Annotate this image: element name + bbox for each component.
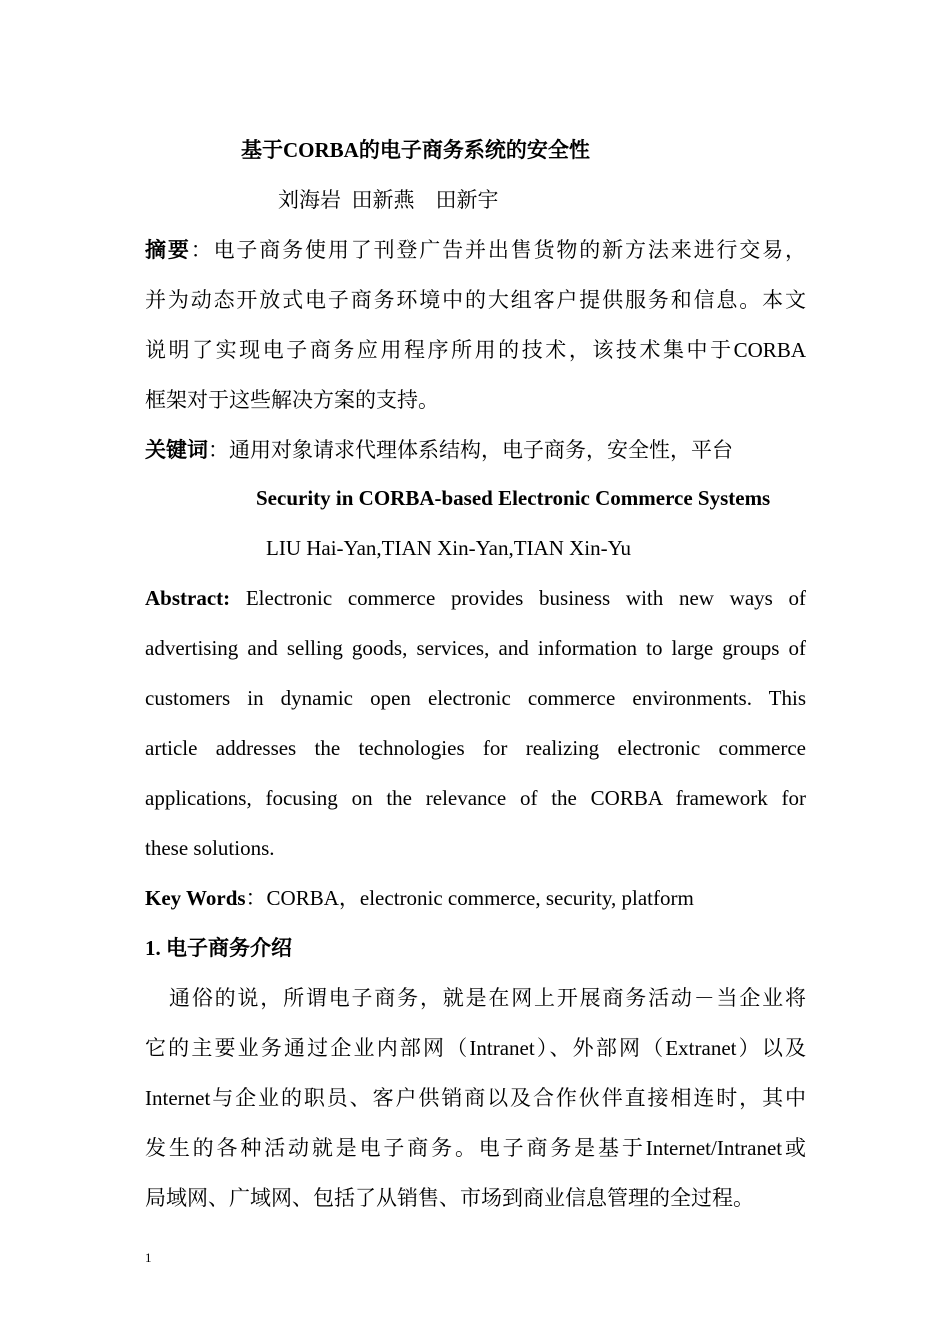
title-cn: 基于CORBA的电子商务系统的安全性: [241, 138, 590, 162]
authors-cn: 刘海岩 田新燕 田新宇: [278, 188, 499, 212]
section-1-line-5: 局域网、广域网、包括了从销售、市场到商业信息管理的全过程。: [145, 1186, 754, 1210]
abstract-cn-line-1: [145, 236, 806, 264]
abstract-cn-colon: ：: [190, 238, 214, 262]
keywords-en-text: CORBA，electronic commerce, security, platform: [266, 886, 694, 910]
abstract-en-line-6: these solutions.: [145, 836, 275, 860]
title-en: Security in CORBA-based Electronic Commerce Systems: [256, 486, 771, 510]
abstract-cn-line-2: 并为动态开放式电子商务环境中的大组客户提供服务和信息。本文: [145, 288, 806, 312]
section-1-line-3: Internet与企业的职员、客户供销商以及合作伙伴直接相连时，其中: [145, 1086, 806, 1110]
abstract-en-label: Abstract:: [145, 586, 231, 610]
keywords-cn-text: 通用对象请求代理体系结构，电子商务，安全性，平台: [229, 438, 733, 462]
section-1-line-1: 通俗的说，所谓电子商务，就是在网上开展商务活动－当企业将: [169, 986, 806, 1010]
section-1-line-4: 发生的各种活动就是电子商务。电子商务是基于Internet/Intranet或: [145, 1136, 806, 1160]
abstract-cn-label: 摘要: [145, 238, 191, 262]
abstract-cn-line-3: 说明了实现电子商务应用程序所用的技术，该技术集中于CORBA: [145, 338, 806, 362]
abstract-cn-text-1: 电子商务使用了刊登广告并出售货物的新方法来进行交易，: [213, 238, 807, 262]
abstract-en-line-1: [145, 584, 806, 612]
keywords-cn-label: 关键词: [145, 438, 208, 462]
section-1-line-2: 它的主要业务通过企业内部网（Intranet）、外部网（Extranet）以及: [145, 1036, 806, 1060]
keywords-en-colon: ：: [245, 886, 267, 910]
section-1-heading: 1. 电子商务介绍: [145, 936, 292, 960]
keywords-en: [145, 884, 694, 912]
abstract-en-line-4: article addresses the technologies for realizing electronic commerce: [145, 736, 806, 760]
abstract-en-line-2: advertising and selling goods, services, and information to large groups of: [145, 636, 806, 660]
abstract-en-line-3: customers in dynamic open electronic commerce environments. This: [145, 686, 806, 710]
keywords-cn: [145, 436, 733, 464]
abstract-cn-line-4: 框架对于这些解决方案的支持。: [145, 388, 439, 412]
authors-en: LIU Hai-Yan,TIAN Xin-Yan,TIAN Xin-Yu: [266, 536, 631, 560]
keywords-en-label: Key Words: [145, 886, 246, 910]
abstract-en-line-5: applications, focusing on the relevance of the CORBA framework for: [145, 786, 806, 810]
abstract-en-text-1: Electronic commerce provides business with new ways of: [245, 586, 807, 610]
page-number: 1: [145, 1250, 152, 1265]
keywords-cn-colon: ：: [208, 438, 229, 462]
